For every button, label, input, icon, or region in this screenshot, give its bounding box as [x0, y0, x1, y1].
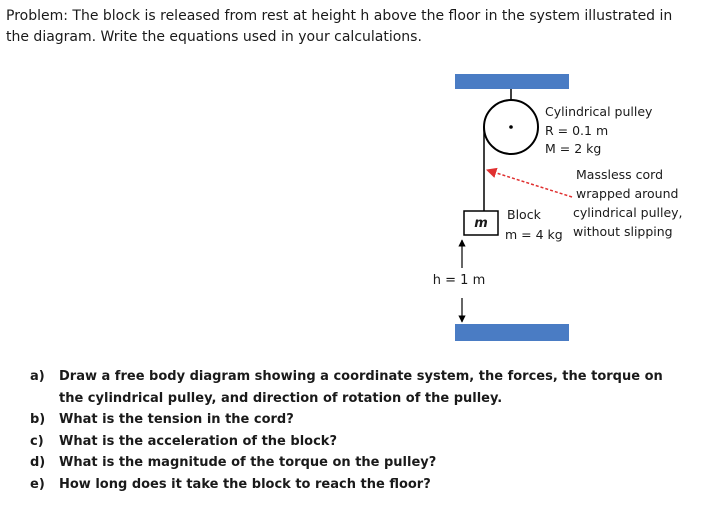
question-text: How long does it take the block to reach the floor?: [59, 476, 431, 492]
question-text: What is the acceleration of the block?: [59, 433, 337, 449]
question-label: c): [30, 433, 44, 449]
pulley-radius: R = 0.1 m: [545, 123, 609, 138]
question-text: Draw a free body diagram showing a coordinate system, the forces, the torque on the cylindrical pulley, and direction of rotation of the pulley.: [59, 369, 663, 406]
question-item: [30, 452, 670, 474]
question-item: [30, 409, 670, 431]
question-label: b): [30, 412, 46, 427]
cord-note-line-4: without slipping: [573, 224, 673, 239]
ceiling-support: [455, 74, 569, 89]
question-label: a): [30, 369, 45, 384]
block-symbol: m: [474, 216, 488, 231]
question-label: e): [30, 476, 45, 492]
cord-note-line-2: wrapped around: [576, 186, 679, 201]
cord-note-line-1: Massless cord: [576, 167, 664, 182]
pulley-title: Cylindrical pulley: [545, 104, 653, 119]
question-label: d): [30, 455, 46, 470]
problem-statement: Problem: The block is released from rest at height h above the floor in the system illustrated in the diagram. Write the equations used in your calculations.: [6, 8, 673, 45]
question-list: [30, 366, 670, 495]
floor: [455, 324, 569, 341]
question-text: What is the tension in the cord?: [59, 412, 294, 427]
question-text: What is the magnitude of the torque on the pulley?: [59, 455, 437, 470]
pulley-mass: M = 2 kg: [545, 141, 602, 156]
cord-pointer-arrow: [487, 170, 572, 197]
block-mass: m = 4 kg: [505, 227, 563, 242]
block-label: Block: [507, 207, 541, 222]
height-label: h = 1 m: [432, 273, 486, 288]
question-item: [30, 366, 670, 409]
cord-note-line-3: cylindrical pulley,: [573, 205, 683, 220]
pulley-axle: [509, 125, 513, 129]
question-item: [30, 474, 670, 496]
question-item: [30, 431, 670, 453]
